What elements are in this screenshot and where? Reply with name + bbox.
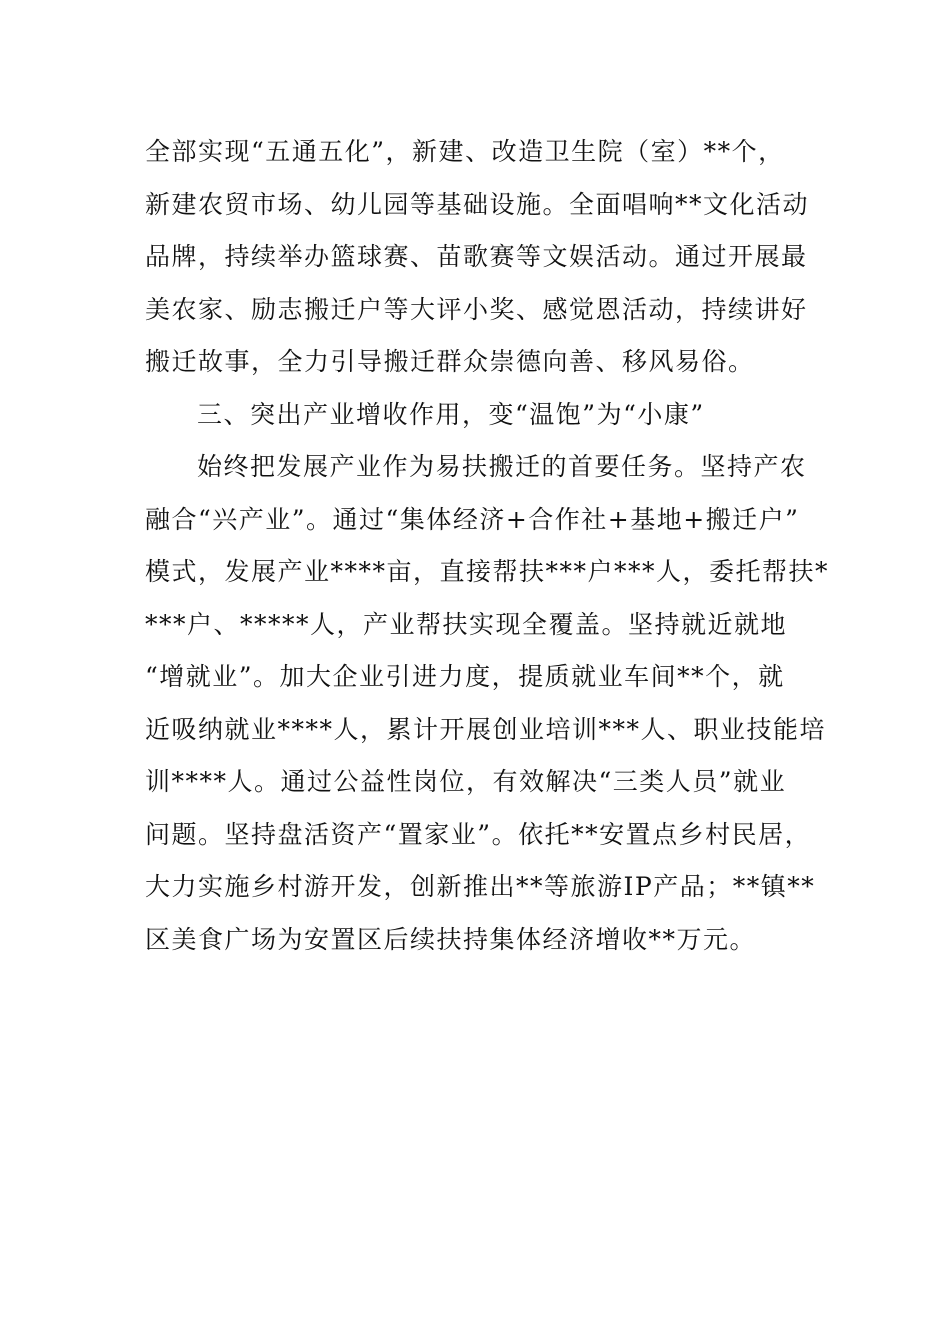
text-line: “增就业”。加大企业引进力度，提质就业车间**个，就 bbox=[145, 662, 785, 691]
text-line: 美农家、励志搬迁户等大评小奖、感觉恩活动，持续讲好 bbox=[145, 294, 808, 324]
text-line: 始终把发展产业作为易扶搬迁的首要任务。坚持产农 bbox=[197, 452, 807, 481]
text-line: 大力实施乡村游开发，创新推出**等旅游IP产品；**镇** bbox=[145, 872, 816, 901]
document-body bbox=[145, 126, 830, 966]
paragraph-facilities bbox=[145, 126, 810, 389]
text-line: 问题。坚持盘活资产“置家业”。依托**安置点乡村民居， bbox=[145, 819, 812, 849]
text-line: 新建农贸市场、幼儿园等基础设施。全面唱响**文化活动 bbox=[145, 189, 810, 219]
text-line: 全部实现“五通五化”，新建、改造卫生院（室）**个， bbox=[145, 137, 785, 166]
paragraph-industry bbox=[145, 441, 830, 966]
text-line: 模式，发展产业****亩，直接帮扶***户***人，委托帮扶* bbox=[145, 557, 830, 586]
text-line: 训****人。通过公益性岗位，有效解决“三类人员”就业 bbox=[145, 767, 787, 796]
section-heading: 三、突出产业增收作用，变“温饱”为“小康” bbox=[197, 399, 705, 429]
text-line: 近吸纳就业****人，累计开展创业培训***人、职业技能培 bbox=[145, 714, 827, 744]
text-line: 搬迁故事，全力引导搬迁群众崇德向善、移风易俗。 bbox=[145, 347, 755, 376]
text-line: 区美食广场为安置区后续扶持集体经济增收**万元。 bbox=[145, 924, 757, 954]
text-line: 品牌，持续举办篮球赛、苗歌赛等文娱活动。通过开展最 bbox=[145, 242, 808, 271]
text-line: 融合“兴产业”。通过“集体经济+合作社+基地+搬迁户” bbox=[145, 504, 800, 534]
text-line: ***户、*****人，产业帮扶实现全覆盖。坚持就近就地 bbox=[145, 609, 788, 639]
